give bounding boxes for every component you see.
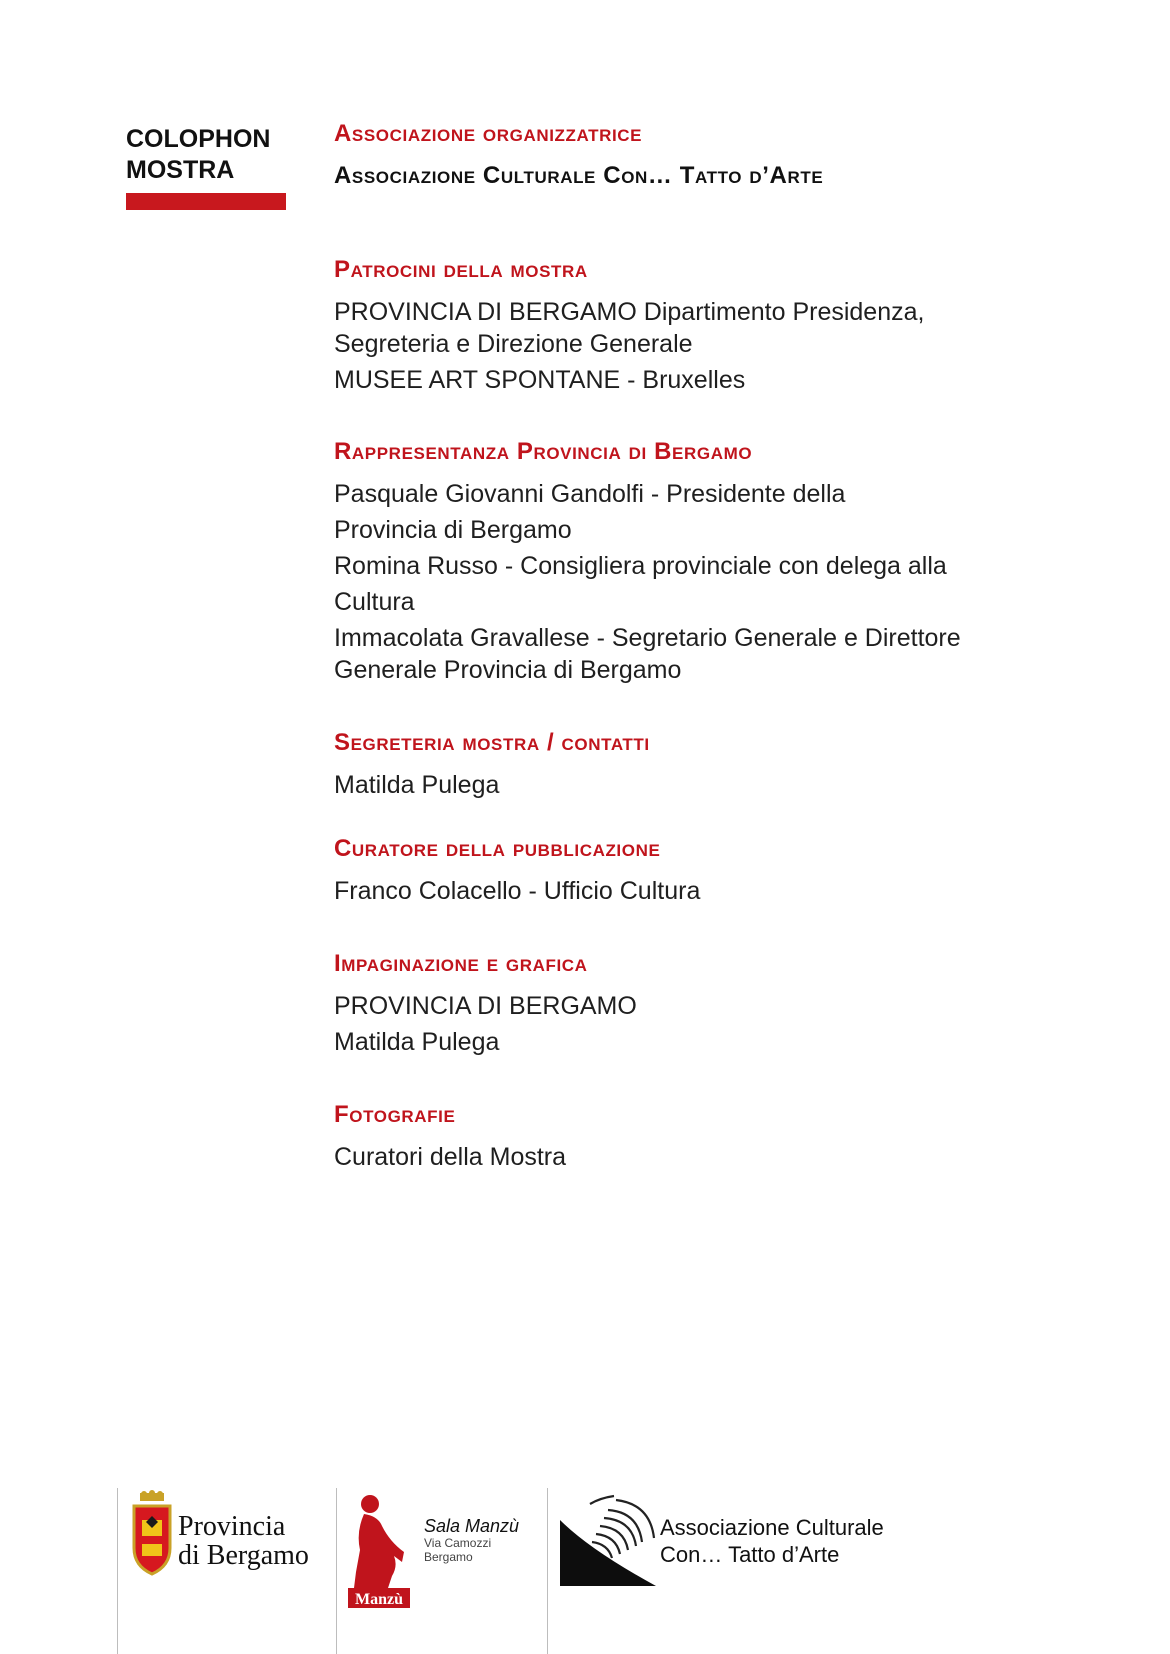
sala-manzu-address-line1: Via Camozzi bbox=[424, 1536, 492, 1550]
sala-manzu-logo bbox=[346, 1492, 536, 1612]
colophon-title-line1: COLOPHON bbox=[126, 125, 271, 153]
colophon-title bbox=[126, 124, 270, 186]
fotografie-line-1: Curatori della Mostra bbox=[334, 1143, 567, 1171]
rappresentanza-line-5: Immacolata Gravallese - Segretario Generale e Direttore bbox=[334, 624, 961, 652]
rappresentanza-line-6: Generale Provincia di Bergamo bbox=[334, 656, 682, 684]
sala-manzu-address-line2: Bergamo bbox=[424, 1550, 473, 1564]
rappresentanza-line-4: Cultura bbox=[334, 588, 415, 616]
patrocini-line-1: PROVINCIA DI BERGAMO Dipartimento Presidenza, bbox=[334, 298, 925, 326]
heading-segreteria: Segreteria mostra / contatti bbox=[334, 729, 650, 756]
colophon-title-line2: MOSTRA bbox=[126, 156, 235, 184]
provincia-logo-line1: Provincia bbox=[178, 1511, 286, 1542]
footer-divider-1 bbox=[117, 1488, 118, 1654]
section-segreteria bbox=[334, 729, 1124, 805]
associazione-logo-text bbox=[660, 1514, 884, 1568]
rappresentanza-line-3: Romina Russo - Consigliera provinciale con delega alla bbox=[334, 552, 947, 580]
rappresentanza-line-2: Provincia di Bergamo bbox=[334, 516, 572, 544]
heading-impaginazione: Impaginazione e grafica bbox=[334, 950, 588, 977]
sala-manzu-title: Sala Manzù bbox=[424, 1516, 520, 1536]
manzu-sculpture-icon bbox=[346, 1492, 416, 1608]
section-curatore bbox=[334, 835, 1124, 911]
section-rappresentanza bbox=[334, 438, 1124, 690]
patrocini-line-2: Segreteria e Direzione Generale bbox=[334, 330, 693, 358]
section-fotografie bbox=[334, 1101, 1124, 1177]
section-impaginazione bbox=[334, 950, 1124, 1062]
fingerprint-icon bbox=[560, 1490, 656, 1586]
patrocini-line-3: MUSEE ART SPONTANE - Bruxelles bbox=[334, 366, 746, 394]
footer-divider-3 bbox=[547, 1488, 548, 1654]
associazione-logo-line2: Con… Tatto d’Arte bbox=[660, 1542, 840, 1567]
impaginazione-line-2: Matilda Pulega bbox=[334, 1028, 500, 1056]
footer-divider-2 bbox=[336, 1488, 337, 1654]
rappresentanza-line-1: Pasquale Giovanni Gandolfi - Presidente della bbox=[334, 480, 846, 508]
provincia-logo-line2: di Bergamo bbox=[178, 1540, 309, 1571]
heading-organizzatrice: Associazione organizzatrice bbox=[334, 120, 643, 147]
provincia-shield-icon bbox=[130, 1490, 174, 1576]
provincia-bergamo-logo bbox=[130, 1490, 328, 1576]
provincia-logo-text bbox=[178, 1512, 309, 1570]
heading-curatore: Curatore della pubblicazione bbox=[334, 835, 661, 862]
logo-footer bbox=[0, 1488, 1170, 1654]
curatore-line-1: Franco Colacello - Ufficio Cultura bbox=[334, 877, 701, 905]
associazione-logo bbox=[560, 1490, 1080, 1590]
organizzatrice-name: Associazione Culturale Con… Tatto d’Arte bbox=[334, 162, 824, 189]
heading-rappresentanza: Rappresentanza Provincia di Bergamo bbox=[334, 438, 753, 465]
heading-fotografie: Fotografie bbox=[334, 1101, 456, 1128]
manzu-sculpture-label: Manzù bbox=[355, 1591, 403, 1608]
impaginazione-line-1: PROVINCIA DI BERGAMO bbox=[334, 992, 637, 1020]
sala-manzu-text bbox=[424, 1516, 519, 1564]
associazione-logo-line1: Associazione Culturale bbox=[660, 1515, 884, 1540]
red-rule-divider bbox=[126, 193, 286, 210]
heading-patrocini: Patrocini della mostra bbox=[334, 256, 588, 283]
section-organizzatrice bbox=[334, 120, 1124, 190]
segreteria-line-1: Matilda Pulega bbox=[334, 771, 500, 799]
section-patrocini bbox=[334, 256, 1124, 400]
